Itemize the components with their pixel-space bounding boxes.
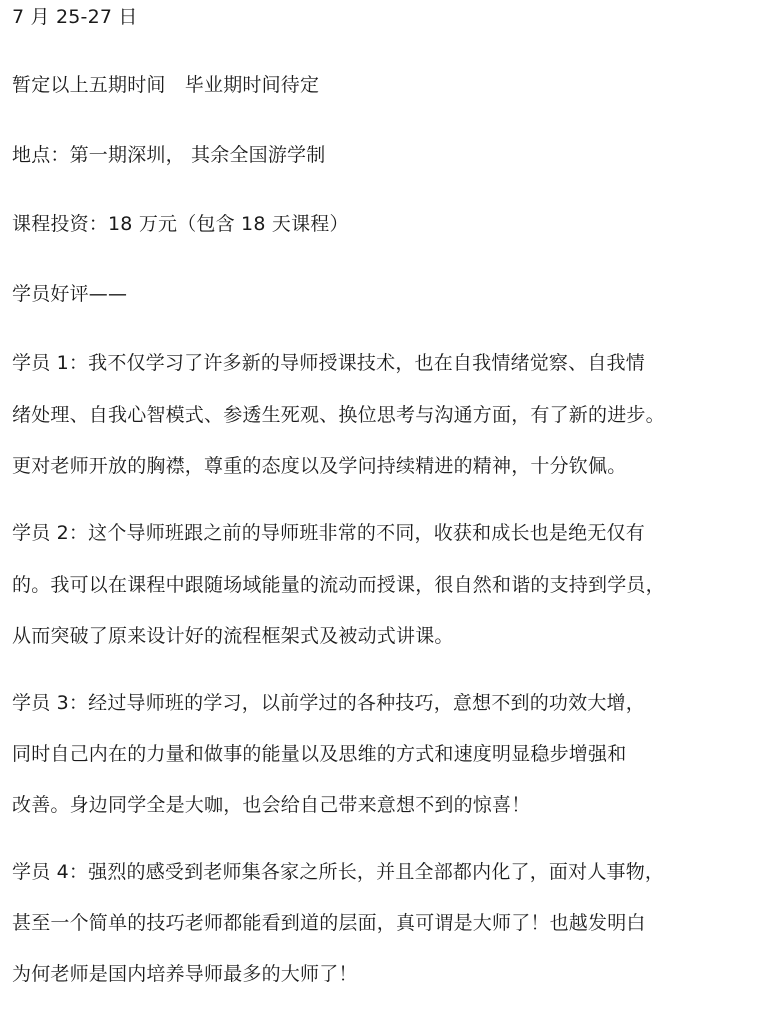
reviews-heading: 学员好评—— — [12, 283, 128, 305]
review-line: 学员 2：这个导师班跟之前的导师班非常的不同，收获和成长也是绝无仅有 — [12, 522, 645, 544]
location-line: 地点：第一期深圳， 其余全国游学制 — [12, 144, 326, 166]
fee-line: 课程投资：18 万元（包含 18 天课程） — [12, 213, 349, 235]
review-line: 绪处理、自我心智模式、参透生死观、换位思考与沟通方面，有了新的进步。 — [12, 404, 665, 426]
review-line: 学员 4：强烈的感受到老师集各家之所长，并且全部都内化了，面对人事物， — [12, 861, 665, 883]
review-line: 改善。身边同学全是大咖，也会给自己带来意想不到的惊喜！ — [12, 794, 531, 816]
review-line: 学员 3：经过导师班的学习，以前学过的各种技巧，意想不到的功效大增， — [12, 692, 645, 714]
review-line: 从而突破了原来设计好的流程框架式及被动式讲课。 — [12, 625, 454, 647]
schedule-note: 暂定以上五期时间 毕业期时间待定 — [12, 74, 320, 96]
review-line: 同时自己内在的力量和做事的能量以及思维的方式和速度明显稳步增强和 — [12, 743, 627, 765]
review-line: 的。我可以在课程中跟随场域能量的流动而授课，很自然和谐的支持到学员， — [12, 574, 665, 596]
review-line: 甚至一个简单的技巧老师都能看到道的层面，真可谓是大师了！也越发明白 — [12, 912, 646, 934]
review-line: 学员 1：我不仅学习了许多新的导师授课技术，也在自我情绪觉察、自我情 — [12, 352, 645, 374]
date-line: 7 月 25-27 日 — [12, 6, 138, 28]
review-line: 为何老师是国内培养导师最多的大师了！ — [12, 963, 358, 985]
review-line: 更对老师开放的胸襟，尊重的态度以及学问持续精进的精神，十分钦佩。 — [12, 455, 627, 477]
